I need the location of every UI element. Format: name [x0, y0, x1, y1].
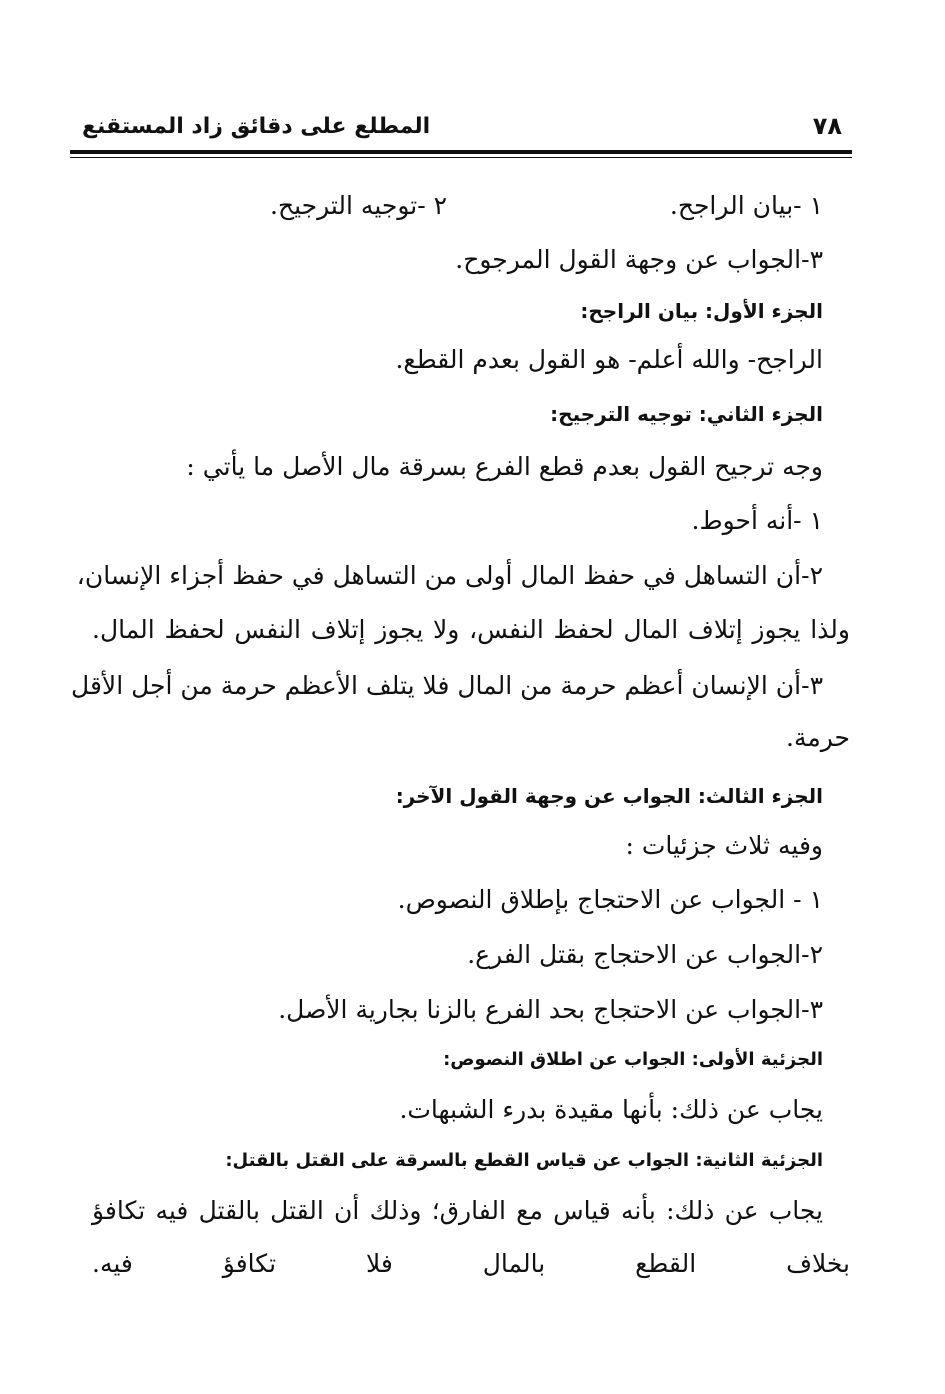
paragraph-line: وفيه ثلاث جزئيات :: [625, 831, 823, 860]
list-item: ١ - الجواب عن الاحتجاج بإطلاق النصوص.: [397, 885, 823, 914]
header-rule-thick: [70, 150, 852, 154]
paragraph-line: وجه ترجيح القول بعدم قطع الفرع بسرقة مال الأصل ما يأتي :: [186, 452, 823, 481]
list-item: ٣-الجواب عن الاحتجاج بحد الفرع بالزنا بجارية الأصل.: [278, 995, 823, 1024]
page-number: ٧٨: [812, 112, 842, 140]
subsection-heading: الجزئية الأولى: الجواب عن اطلاق النصوص:: [443, 1049, 823, 1070]
page-header: [70, 108, 850, 148]
header-rule-thin: [70, 157, 852, 158]
list-item: ٢ -توجيه الترجيح.: [270, 191, 448, 220]
section-heading: الجزء الثاني: توجيه الترجيح:: [550, 402, 823, 426]
paragraph-line: يجاب عن ذلك: بأنها مقيدة بدرء الشبهات.: [399, 1095, 823, 1124]
list-item: ٣-أن الإنسان أعظم حرمة من المال فلا يتلف الأعظم حرمة من أجل الأقل: [71, 671, 823, 700]
list-item: ١ -أنه أحوط.: [691, 506, 823, 535]
list-item: ٢-أن التساهل في حفظ المال أولى من التساهل في حفظ أجزاء الإنسان،: [76, 561, 823, 590]
subsection-heading: الجزئية الثانية: الجواب عن قياس القطع بالسرقة على القتل بالقتل:: [225, 1150, 823, 1171]
paragraph-line: الراجح- والله أعلم- هو القول بعدم القطع.: [395, 345, 823, 374]
paragraph-line: حرمة.: [786, 723, 850, 752]
list-item: ٣-الجواب عن وجهة القول المرجوح.: [455, 245, 823, 274]
running-title: المطلع على دقائق زاد المستقنع: [82, 114, 431, 139]
paragraph-line: يجاب عن ذلك: بأنه قياس مع الفارق؛ وذلك أن القتل بالقتل فيه تكافؤ: [92, 1196, 823, 1225]
section-heading: الجزء الأول: بيان الراجح:: [580, 299, 823, 323]
section-heading: الجزء الثالث: الجواب عن وجهة القول الآخر:: [395, 784, 823, 808]
paragraph-line: بخلاف القطع بالمال فلا تكافؤ فيه.: [92, 1249, 850, 1278]
list-item: ٢-الجواب عن الاحتجاج بقتل الفرع.: [467, 940, 823, 969]
paragraph-line: ولذا يجوز إتلاف المال لحفظ النفس، ولا يجوز إتلاف النفس لحفظ المال.: [92, 615, 850, 644]
list-item: ١ -بيان الراجح.: [669, 191, 823, 220]
